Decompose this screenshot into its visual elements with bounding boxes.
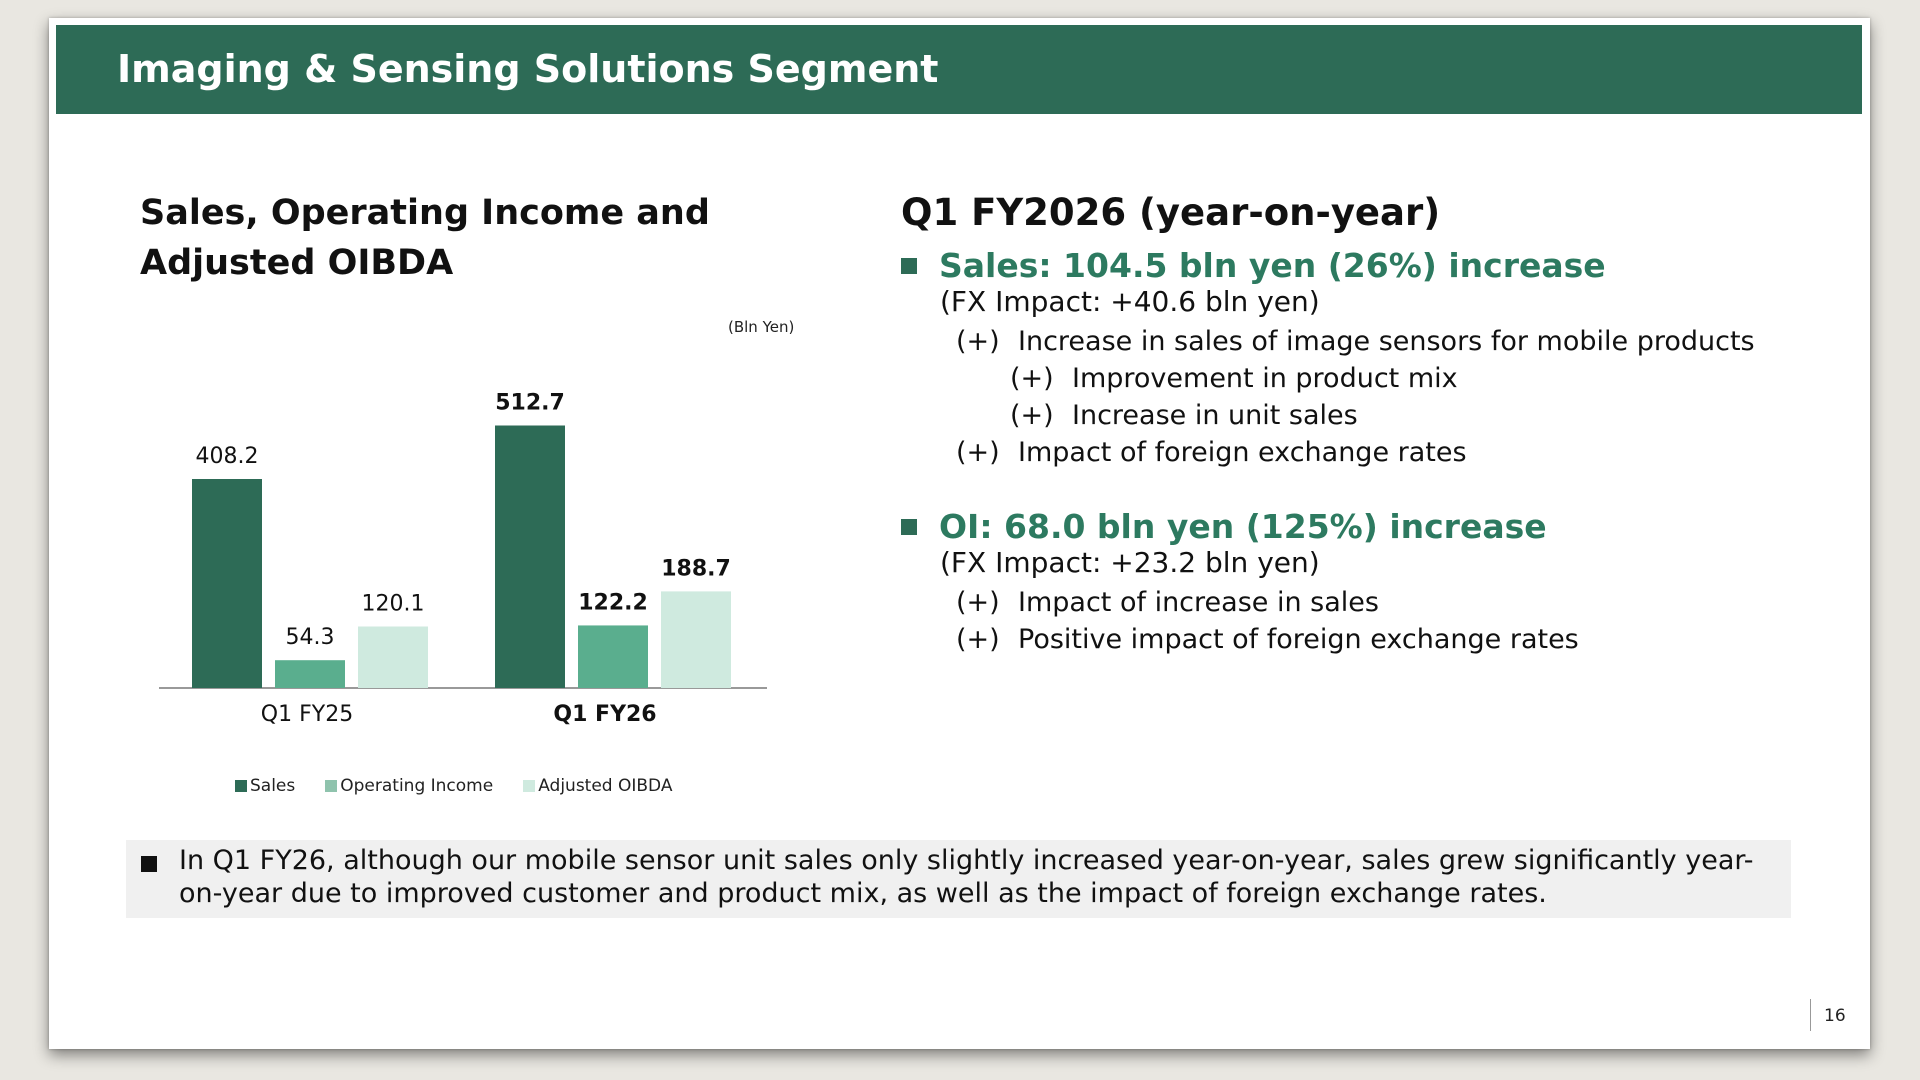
bar-operating-income-0 (275, 660, 345, 688)
list-item (1010, 360, 1821, 397)
data-label: 122.2 (578, 590, 648, 616)
list-item (956, 434, 1821, 471)
summary-title: Q1 FY2026 (year-on-year) (901, 191, 1441, 234)
bar-adjusted-oibda-0 (358, 627, 428, 688)
summary-panel (901, 188, 1821, 658)
plus-marker: (+) (956, 587, 1000, 618)
list-item-text: Increase in unit sales (1072, 400, 1358, 431)
data-label: 120.1 (361, 591, 425, 617)
legend-item-sales (235, 776, 295, 796)
plus-marker: (+) (1010, 363, 1054, 394)
page-number: 16 (1824, 1006, 1846, 1026)
chart-legend (235, 776, 702, 796)
x-tick-label: Q1 FY26 (553, 702, 657, 727)
list-item (956, 621, 1821, 658)
sales-section (901, 246, 1821, 471)
page-title: Imaging & Sensing Solutions Segment (117, 47, 939, 91)
bar-adjusted-oibda-1 (661, 591, 731, 688)
legend-item-operating-income (325, 776, 493, 796)
legend-label-operating-income: Operating Income (340, 776, 494, 796)
legend-label-sales: Sales (250, 776, 296, 796)
data-label: 54.3 (285, 625, 335, 651)
bullet-square-icon (141, 856, 157, 872)
legend-swatch-sales (235, 780, 247, 792)
legend-item-adjusted-oibda (523, 776, 672, 796)
legend-swatch-adjusted-oibda (523, 780, 535, 792)
data-label: 408.2 (195, 444, 259, 470)
data-label: 188.7 (661, 556, 731, 582)
summary-note (126, 840, 1791, 918)
legend-swatch-operating-income (325, 780, 337, 792)
list-item-text: Improvement in product mix (1072, 363, 1458, 394)
plus-marker: (+) (1010, 400, 1054, 431)
list-item-text: Increase in sales of image sensors for mobile products (1018, 326, 1755, 357)
legend-label-adjusted-oibda: Adjusted OIBDA (538, 776, 673, 796)
bar-chart (49, 18, 849, 778)
x-tick-label: Q1 FY25 (260, 702, 354, 727)
bar-sales-0 (192, 479, 262, 688)
list-item-text: Impact of foreign exchange rates (1018, 437, 1467, 468)
oi-heading: OI: 68.0 bln yen (125%) increase (939, 507, 1547, 546)
oi-fx-impact: (FX Impact: +23.2 bln yen) (940, 546, 1320, 579)
list-item-text: Positive impact of foreign exchange rates (1018, 624, 1579, 655)
chart-title: Sales, Operating Income and Adjusted OIBDA (140, 193, 710, 283)
sales-heading: Sales: 104.5 bln yen (26%) increase (939, 246, 1606, 285)
sales-fx-impact: (FX Impact: +40.6 bln yen) (940, 285, 1320, 318)
plus-marker: (+) (956, 437, 1000, 468)
bullet-square-icon (901, 519, 917, 535)
oi-section (901, 507, 1821, 658)
chart-unit-label: (Bln Yen) (728, 318, 795, 336)
page-number-divider (1810, 999, 1811, 1031)
note-text: In Q1 FY26, although our mobile sensor unit sales only slightly increased year-on-year, sales grew significantly year-on-year due to improved customer and product mix, as well as the impact of foreign exchange rates. (179, 845, 1754, 909)
list-item-text: Impact of increase in sales (1018, 587, 1379, 618)
bullet-square-icon (901, 258, 917, 274)
plus-marker: (+) (956, 326, 1000, 357)
list-item (956, 584, 1821, 621)
sales-heading-row (901, 246, 1821, 285)
list-item (956, 323, 1821, 360)
list-item (1010, 397, 1821, 434)
plus-marker: (+) (956, 624, 1000, 655)
oi-heading-row (901, 507, 1821, 546)
data-label: 512.7 (495, 390, 565, 416)
bar-sales-1 (495, 425, 565, 688)
bar-operating-income-1 (578, 625, 648, 688)
slide (49, 18, 1870, 1049)
